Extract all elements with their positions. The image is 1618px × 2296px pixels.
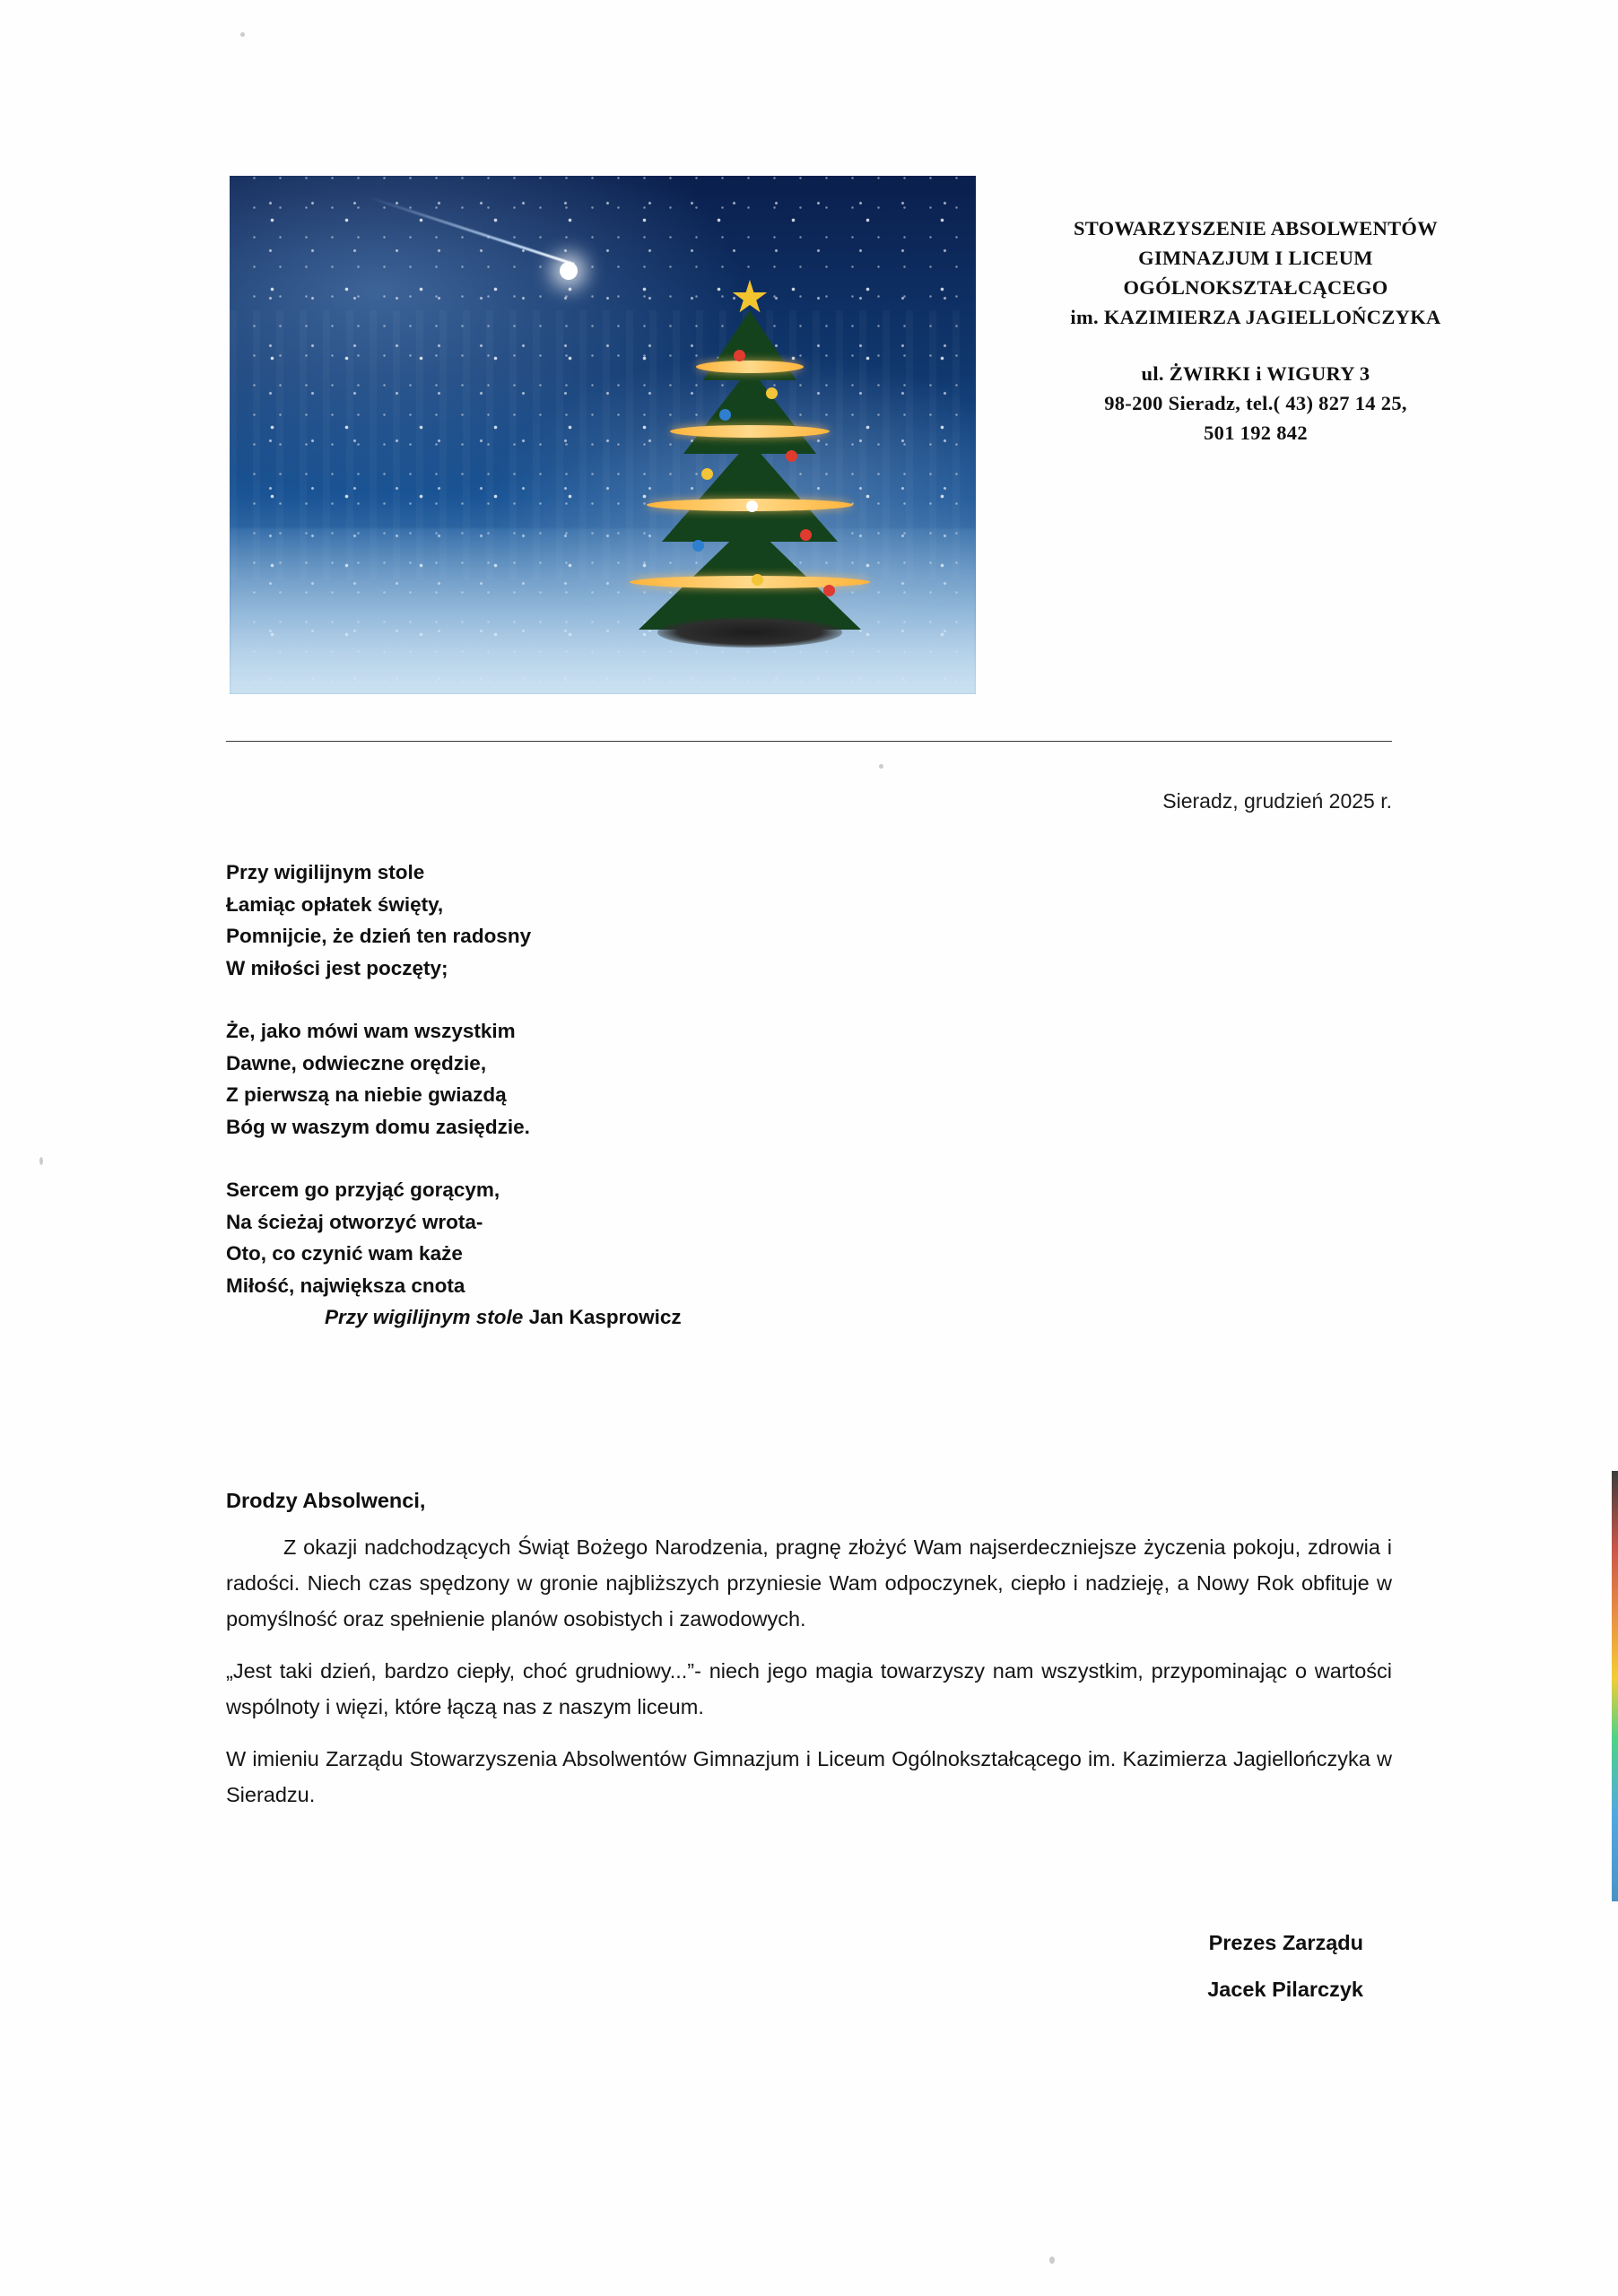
tree-garland (670, 425, 830, 438)
organization-header (978, 213, 1534, 448)
poem-author: Jan Kasprowicz (528, 1306, 682, 1328)
scan-speck (240, 32, 245, 37)
body-paragraph-2: „Jest taki dzień, bardzo ciepły, choć grudniowy...”- niech jego magia towarzyszy nam wszystkim, przypominając o wartości wspólnoty i więzi, które łączą nas z naszym liceum. (226, 1659, 1392, 1718)
org-line-3: OGÓLNOKSZTAŁCĄCEGO (1123, 276, 1388, 299)
scan-speck (879, 764, 883, 769)
poem-stanza-1 (226, 857, 1033, 984)
tree-bauble (823, 585, 835, 596)
poem-line: Pomnijcie, że dzień ten radosny (226, 925, 532, 947)
tree-bauble (701, 468, 713, 480)
salutation: Drodzy Absolwenci, (226, 1489, 426, 1512)
letter-body (226, 1529, 1392, 1829)
org-phone-line: 501 192 842 (1204, 422, 1308, 444)
date-line: Sieradz, grudzień 2025 r. (1162, 789, 1392, 813)
poem-line: Miłość, największa cnota (226, 1274, 465, 1297)
scan-edge-artifact (1612, 1471, 1618, 1901)
scan-speck (1049, 2257, 1055, 2264)
letterhead (0, 0, 1618, 735)
tree-base (657, 617, 842, 648)
tree-bauble (719, 409, 731, 421)
body-paragraph-1: Z okazji nadchodzących Świąt Bożego Narodzenia, pragnę złożyć Wam najserdeczniejsze życzenia pokoju, zdrowia i radości. Niech czas spędzony w gronie najbliższych przyniesie Wam odpoczynek, ciepło i nadzieję, a Nowy Rok obfituje w pomyślność oraz spełnienie planów osobistych i zawodowych. (226, 1535, 1392, 1631)
tree-bauble (800, 529, 812, 541)
poem-line: Sercem go przyjąć gorącym, (226, 1178, 500, 1201)
tree-bauble (734, 350, 745, 361)
poem-stanza-3 (226, 1174, 1033, 1301)
poem-block (226, 857, 1033, 1334)
scan-speck (39, 1157, 43, 1165)
poem-title: Przy wigilijnym stole (325, 1306, 524, 1328)
christmas-tree-image (230, 176, 976, 694)
poem-line: Bóg w waszym domu zasiędzie. (226, 1115, 530, 1138)
tree-garland (696, 361, 804, 373)
org-address-line-1: ul. ŻWIRKI i WIGURY 3 (1141, 362, 1370, 385)
poem-stanza-2 (226, 1015, 1033, 1143)
org-line-2: GIMNAZJUM I LICEUM (1138, 247, 1373, 269)
org-address-line-2: 98-200 Sieradz, tel.( 43) 827 14 25, (1104, 392, 1407, 414)
poem-line: Dawne, odwieczne orędzie, (226, 1051, 487, 1074)
poem-line: Łamiąc opłatek święty, (226, 892, 444, 916)
org-line-4: im. KAZIMIERZA JAGIELLOŃCZYKA (1070, 306, 1441, 328)
signature-name: Jacek Pilarczyk (1207, 1978, 1363, 2001)
bright-star-icon (560, 262, 578, 280)
header-divider (226, 741, 1392, 742)
poem-line: Przy wigilijnym stole (226, 861, 425, 883)
poem-line: Że, jako mówi wam wszystkim (226, 1020, 516, 1042)
christmas-tree-icon (615, 274, 884, 633)
poem-line: Na ścieżaj otworzyć wrota- (226, 1210, 483, 1233)
spacer (978, 332, 1534, 359)
poem-line: Oto, co czynić wam każe (226, 1242, 463, 1265)
poem-line: Z pierwszą na niebie gwiazdą (226, 1083, 507, 1106)
poem-line: W miłości jest poczęty; (226, 956, 448, 979)
tree-bauble (752, 574, 763, 586)
tree-bauble (746, 500, 758, 512)
body-paragraph-3: W imieniu Zarządu Stowarzyszenia Absolwentów Gimnazjum i Liceum Ogólnokształcącego im. Kazimierza Jagiellończyka w Sieradzu. (226, 1747, 1392, 1806)
tree-bauble (692, 540, 704, 552)
org-line-1: STOWARZYSZENIE ABSOLWENTÓW (1073, 217, 1439, 239)
signature-role: Prezes Zarządu (1208, 1931, 1363, 1954)
tree-bauble (766, 387, 778, 399)
tree-bauble (786, 450, 797, 462)
signature-block (0, 1919, 1363, 2013)
poem-attribution (325, 1301, 1033, 1334)
